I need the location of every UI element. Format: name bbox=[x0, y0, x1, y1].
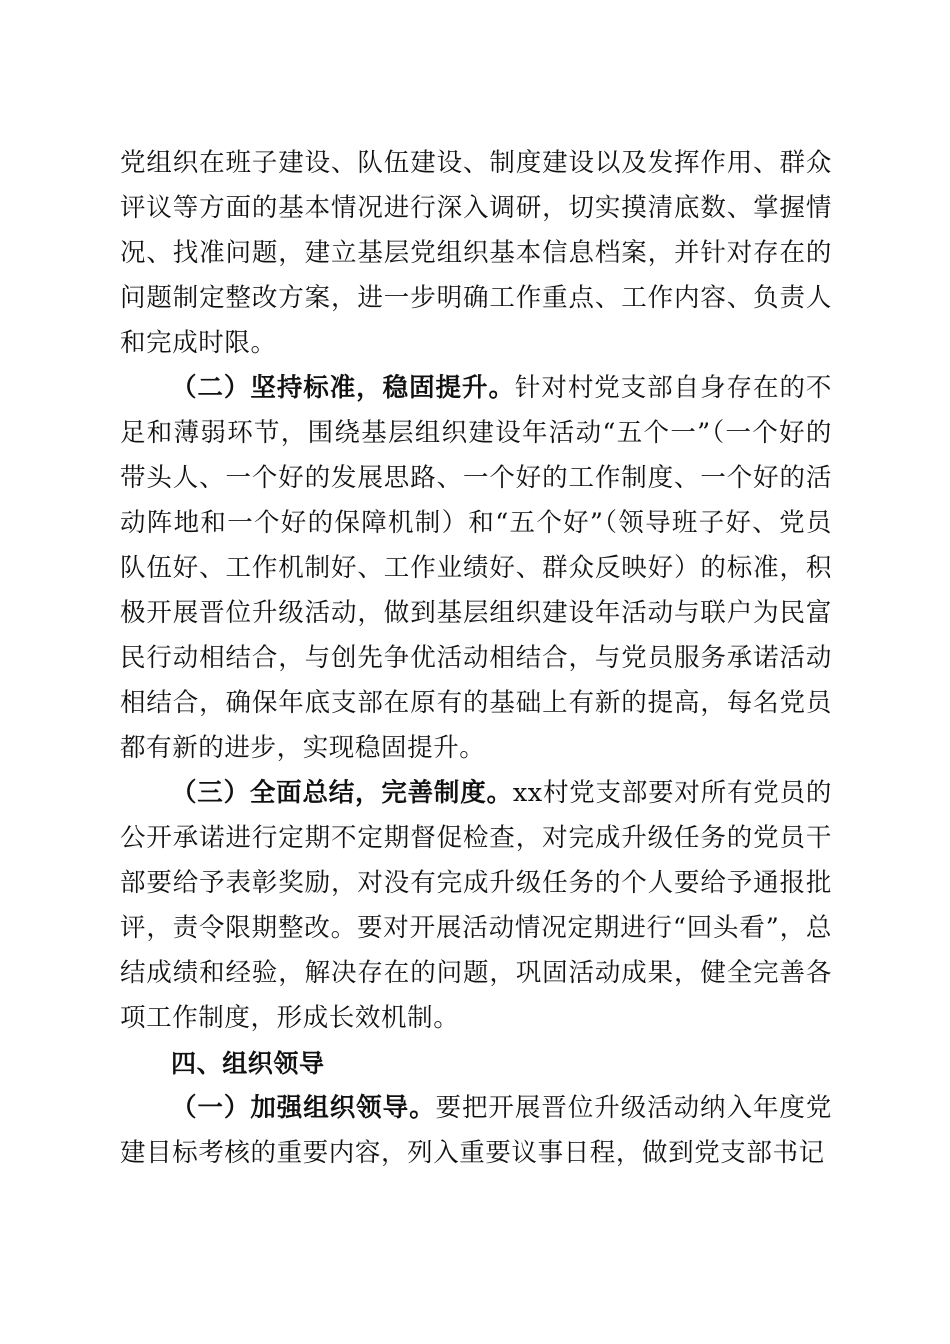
paragraph-summary-lead: （三）全面总结，完善制度。 bbox=[171, 778, 513, 808]
paragraph-standards bbox=[120, 366, 832, 771]
paragraph-leadership-body: 要把开展晋位升级活动纳入年度党建目标考核的重要内容，列入重要议事日程，做到党支部书记 bbox=[120, 1093, 832, 1168]
paragraph-leadership-lead: （一）加强组织领导。 bbox=[171, 1093, 436, 1123]
paragraph-standards-lead: （二）坚持标准，稳固提升。 bbox=[171, 373, 515, 403]
paragraph-standards-body: 针对村党支部自身存在的不足和薄弱环节，围绕基层组织建设年活动“五个一”（一个好的带头人、一个好的发展思路、一个好的工作制度、一个好的活动阵地和一个好的保障机制）和“五个好”（领导班子好、党员队伍好、工作机制好、工作业绩好、群众反映好）的标准，积极开展晋位升级活动，做到基层组织建设年活动与联户为民富民行动相结合，与创先争优活动相结合，与党员服务承诺活动相结合，确保年底支部在原有的基础上有新的提高，每名党员都有新的进步，实现稳固提升。 bbox=[120, 373, 832, 763]
paragraph-summary bbox=[120, 771, 832, 1041]
document-body bbox=[120, 141, 832, 1176]
paragraph-investigation: 党组织在班子建设、队伍建设、制度建设以及发挥作用、群众评议等方面的基本情况进行深入调研，切实摸清底数、掌握情况、找准问题，建立基层党组织基本信息档案，并针对存在的问题制定整改方案，进一步明确工作重点、工作内容、负责人和完成时限。 bbox=[120, 148, 832, 358]
section-heading: 四、组织领导 bbox=[171, 1049, 325, 1078]
paragraph-summary-body: xx村党支部要对所有党员的公开承诺进行定期不定期督促检查，对完成升级任务的党员干部要给予表彰奖励，对没有完成升级任务的个人要给予通报批评，责令限期整改。要对开展活动情况定期进行“回头看”，总结成绩和经验，解决存在的问题，巩固活动成果，健全完善各项工作制度，形成长效机制。 bbox=[120, 778, 832, 1033]
paragraph-leadership bbox=[120, 1086, 832, 1176]
